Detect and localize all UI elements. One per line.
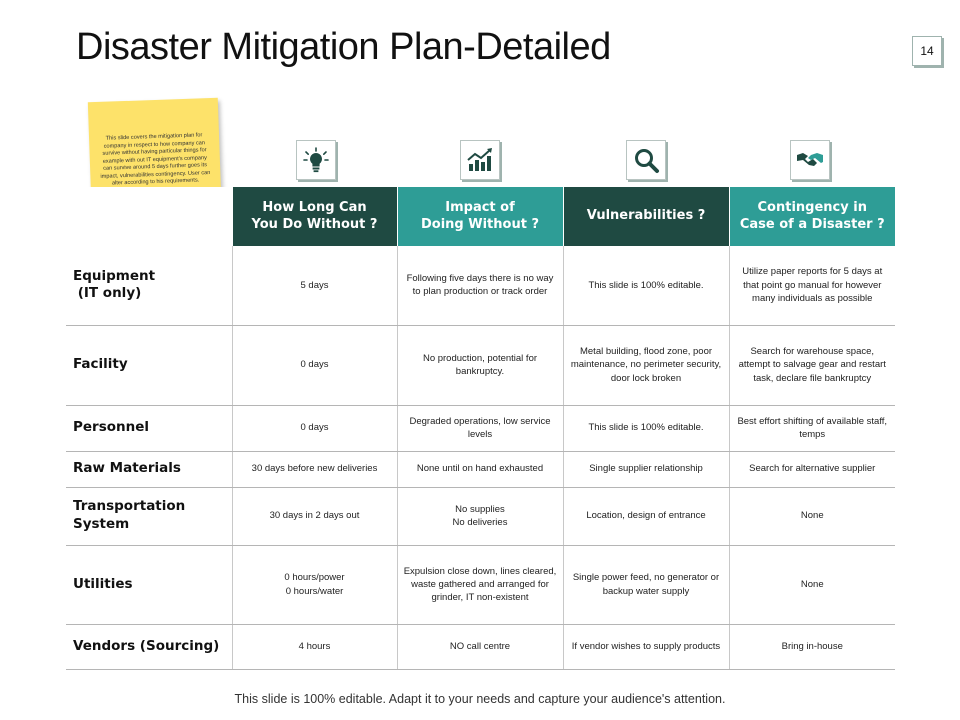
table-cell: NO call centre (397, 624, 563, 669)
table-cell: No supplies No deliveries (397, 487, 563, 545)
table-cell: None until on hand exhausted (397, 451, 563, 487)
table-cell: Location, design of entrance (563, 487, 729, 545)
table-cell: If vendor wishes to supply products (563, 624, 729, 669)
table-cell: 0 days (232, 325, 397, 405)
table-header-vulnerabilities: Vulnerabilities ? (563, 187, 729, 246)
growth-chart-icon (460, 140, 500, 180)
row-label: Raw Materials (66, 451, 232, 487)
table-cell: This slide is 100% editable. (563, 246, 729, 325)
table-cell: Single power feed, no generator or backup water supply (563, 545, 729, 624)
table-row (66, 545, 895, 624)
table-row (66, 451, 895, 487)
mitigation-table (66, 187, 895, 670)
table-cell: None (729, 487, 895, 545)
handshake-icon (790, 140, 830, 180)
table-cell: Following five days there is no way to plan production or track order (397, 246, 563, 325)
row-label: Personnel (66, 405, 232, 451)
table-row (66, 325, 895, 405)
row-label: Utilities (66, 545, 232, 624)
table-header-contingency: Contingency in Case of a Disaster ? (729, 187, 895, 246)
table-cell: 5 days (232, 246, 397, 325)
table-row (66, 487, 895, 545)
table-header-corner (66, 187, 232, 246)
table-cell: No production, potential for bankruptcy. (397, 325, 563, 405)
table-header-duration: How Long Can You Do Without ? (232, 187, 397, 246)
table-cell: Expulsion close down, lines cleared, waste gathered and arranged for grinder, IT non-existent (397, 545, 563, 624)
table-cell: Single supplier relationship (563, 451, 729, 487)
row-label: Facility (66, 325, 232, 405)
table-cell: Bring in-house (729, 624, 895, 669)
table-cell: Best effort shifting of available staff, temps (729, 405, 895, 451)
sticky-note-text: This slide covers the mitigation plan for company in respect to how company can survive without having particular things for example with out IT equipment's company can survive around 5 days further goes its impact, vulnerabilities contingency. User can alter according to his requirements. (100, 132, 211, 187)
table-row (66, 624, 895, 669)
page-title: Disaster Mitigation Plan-Detailed (76, 26, 611, 68)
table-cell: 30 days in 2 days out (232, 487, 397, 545)
row-label: Equipment (IT only) (66, 246, 232, 325)
table-cell: Metal building, flood zone, poor maintenance, no perimeter security, door lock broken (563, 325, 729, 405)
row-label: Vendors (Sourcing) (66, 624, 232, 669)
table-cell: 0 hours/power 0 hours/water (232, 545, 397, 624)
table-cell: 0 days (232, 405, 397, 451)
page-number: 14 (912, 36, 942, 66)
table-cell: 4 hours (232, 624, 397, 669)
table-row (66, 246, 895, 325)
table-cell: None (729, 545, 895, 624)
table-header-impact: Impact of Doing Without ? (397, 187, 563, 246)
table-cell: 30 days before new deliveries (232, 451, 397, 487)
table-cell: Utilize paper reports for 5 days at that point go manual for however many individuals as possible (729, 246, 895, 325)
row-label: Transportation System (66, 487, 232, 545)
table-row (66, 405, 895, 451)
table-cell: Search for warehouse space, attempt to salvage gear and restart task, declare file bankruptcy (729, 325, 895, 405)
table-header-row (66, 187, 895, 246)
lightbulb-gear-icon (296, 140, 336, 180)
table-cell: Degraded operations, low service levels (397, 405, 563, 451)
magnifier-icon (626, 140, 666, 180)
table-cell: This slide is 100% editable. (563, 405, 729, 451)
table-cell: Search for alternative supplier (729, 451, 895, 487)
footer-note: This slide is 100% editable. Adapt it to your needs and capture your audience's attention. (234, 692, 726, 706)
